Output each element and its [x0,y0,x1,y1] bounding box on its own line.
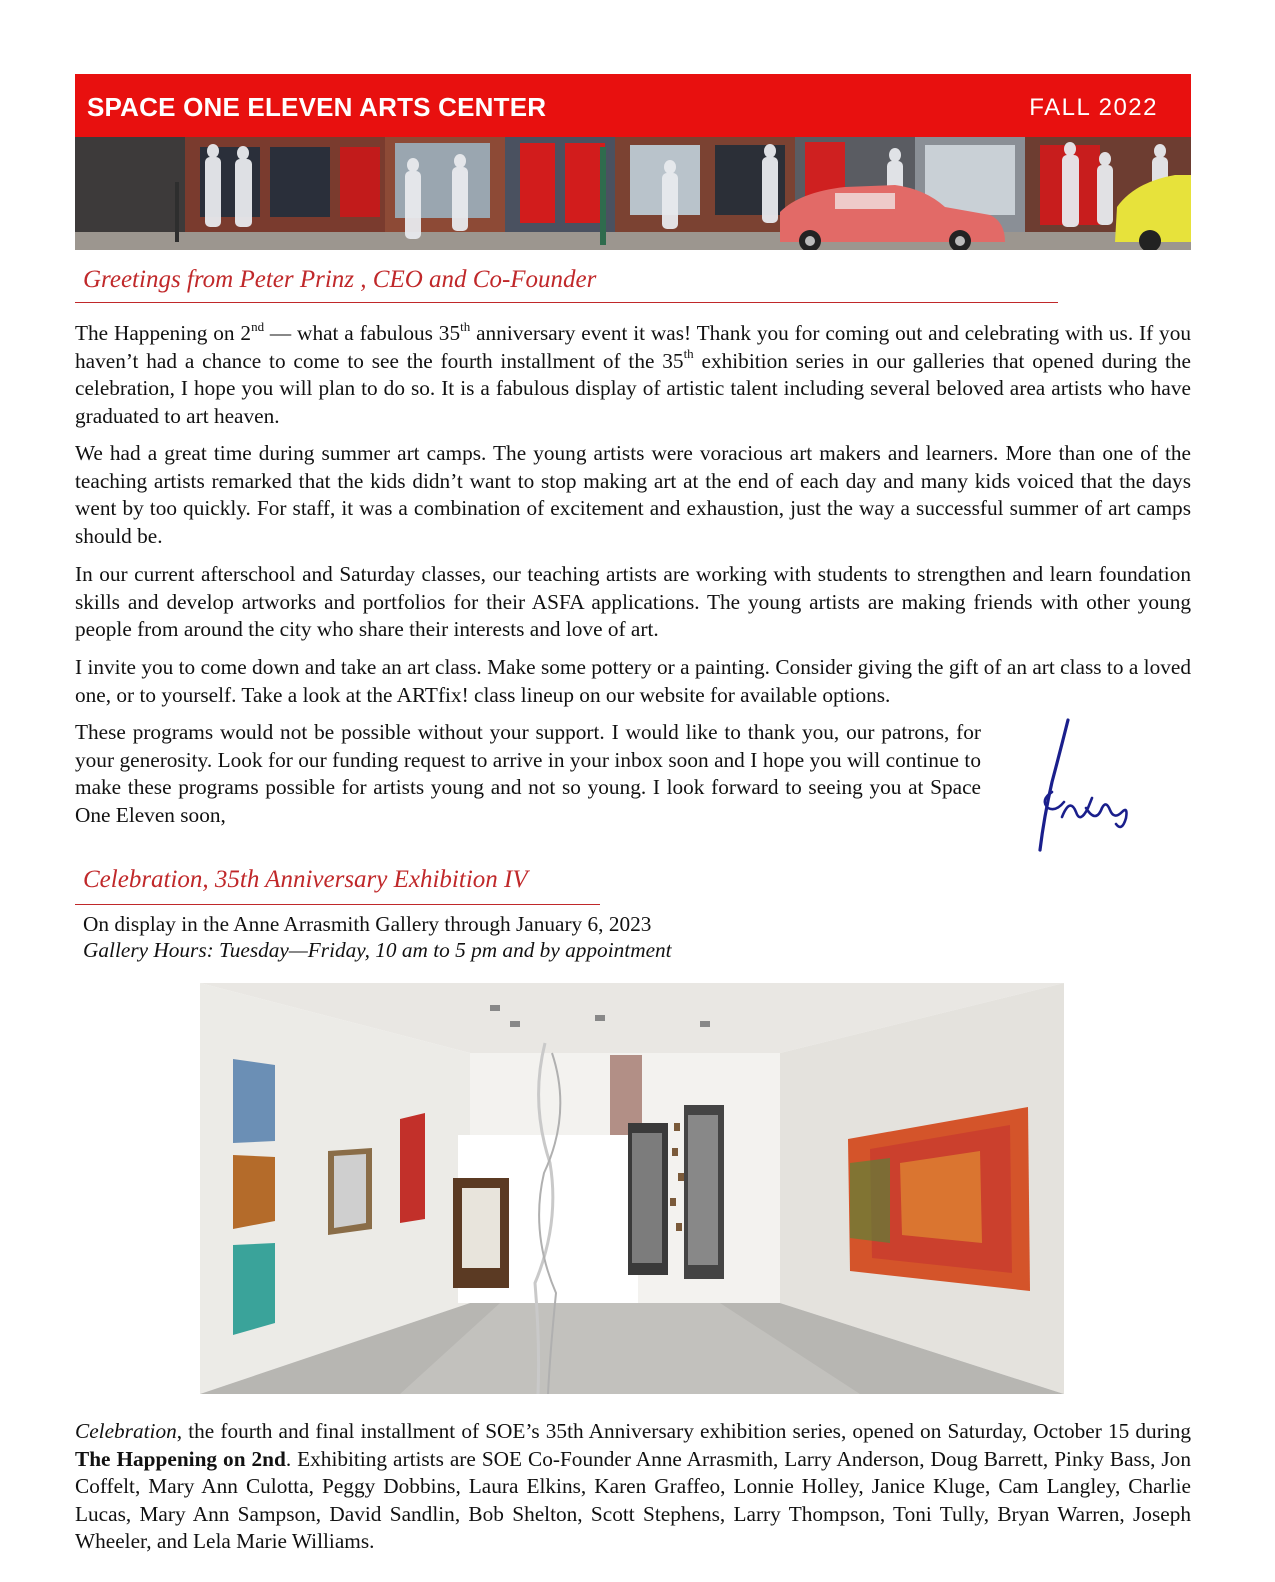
p1-text-c: anniversary event it was! Thank you for coming out and celebrating with us. If you haven’t had a chance to come to see the fourth installment of the 35 [75,321,1191,373]
greeting-heading-rule [75,302,1058,303]
issue-season: FALL 2022 [1029,94,1158,121]
storefront-photo [75,137,1191,250]
organization-name: SPACE ONE ELEVEN ARTS CENTER [87,92,547,122]
exhibition-display-line: On display in the Anne Arrasmith Gallery through January 6, 2023 [83,912,652,936]
greeting-paragraph-5: These programs would not be possible without your support. I would like to thank you, our patrons, for your generosity. Look for our funding request to arrive in your inbox soon and I hope you will continue to make these programs possible for artists young and not so young. I look forward to seeing you at Space One Eleven soon, [75,720,981,827]
exhibition-heading-rule [75,904,600,905]
greeting-heading: Greetings from Peter Prinz , CEO and Co-Founder [83,266,597,293]
exhibition-title: Celebration [75,1419,177,1443]
desc-text-2: . Exhibiting artists are SOE Co-Founder Anne Arrasmith, Larry Anderson, Doug Barrett, Pinky Bass, Jon Coffelt, Mary Ann Culotta, Peggy Dobbins, Laura Elkins, Karen Graffeo, Lonnie Holley, Janice Kluge, Cam Langley, Charlie Lucas, Mary Ann Sampson, David Sandlin, Bob Shelton, Scott Stephens, Larry Thompson, Toni Tully, Bryan Warren, Joseph Wheeler, and Lela Marie Williams. [75,1446,1191,1553]
p1-text-a: The Happening on 2 [75,321,252,345]
gallery-hours-line: Gallery Hours: Tuesday—Friday, 10 am to 5 pm and by appointment [83,938,672,962]
desc-text-1: , the fourth and final installment of SOE’s 35th Anniversary exhibition series, opened on Saturday, October 15 during [176,1419,1191,1443]
event-name: The Happening on 2nd [75,1446,286,1471]
greeting-paragraph-1 [75,320,1191,430]
p1-text-d: exhibition series in our galleries that opened during the celebration, I hope you will plan to do so. It is a fabulous display of artistic talent including several beloved area artists who have graduated to art heaven. [75,348,1192,428]
header-banner [75,74,1191,137]
greeting-paragraph-2: We had a great time during summer art camps. The young artists were voracious art makers and learners. More than one of the teaching artists remarked that the kids didn’t want to stop making art at the end of each day and many kids voiced that the days went by too quickly. For staff, it was a combination of excitement and exhaustion, just the way a successful summer of art camps should be. [75,441,1191,548]
p1-sup-c: th [683,346,694,362]
greeting-paragraph-3: In our current afterschool and Saturday classes, our teaching artists are working with students to strengthen and learn foundation skills and develop artworks and portfolios for their ASFA applications. The young artists are making friends with other young people from around the city who share their interests and love of art. [75,562,1191,641]
exhibition-heading: Celebration, 35th Anniversary Exhibition IV [83,866,528,893]
p1-text-b: — what a fabulous 35 [264,321,461,345]
p1-sup-b: th [460,318,471,334]
gallery-installation-photo [200,983,1064,1394]
exhibition-description [75,1418,1191,1556]
exhibition-info [83,911,672,963]
ceo-signature [1030,712,1140,857]
p1-sup-a: nd [251,318,265,334]
greeting-paragraph-4: I invite you to come down and take an art class. Make some pottery or a painting. Consider giving the gift of an art class to a loved one, or to yourself. Take a look at the ARTfix! class lineup on our website for available options. [75,655,1191,707]
